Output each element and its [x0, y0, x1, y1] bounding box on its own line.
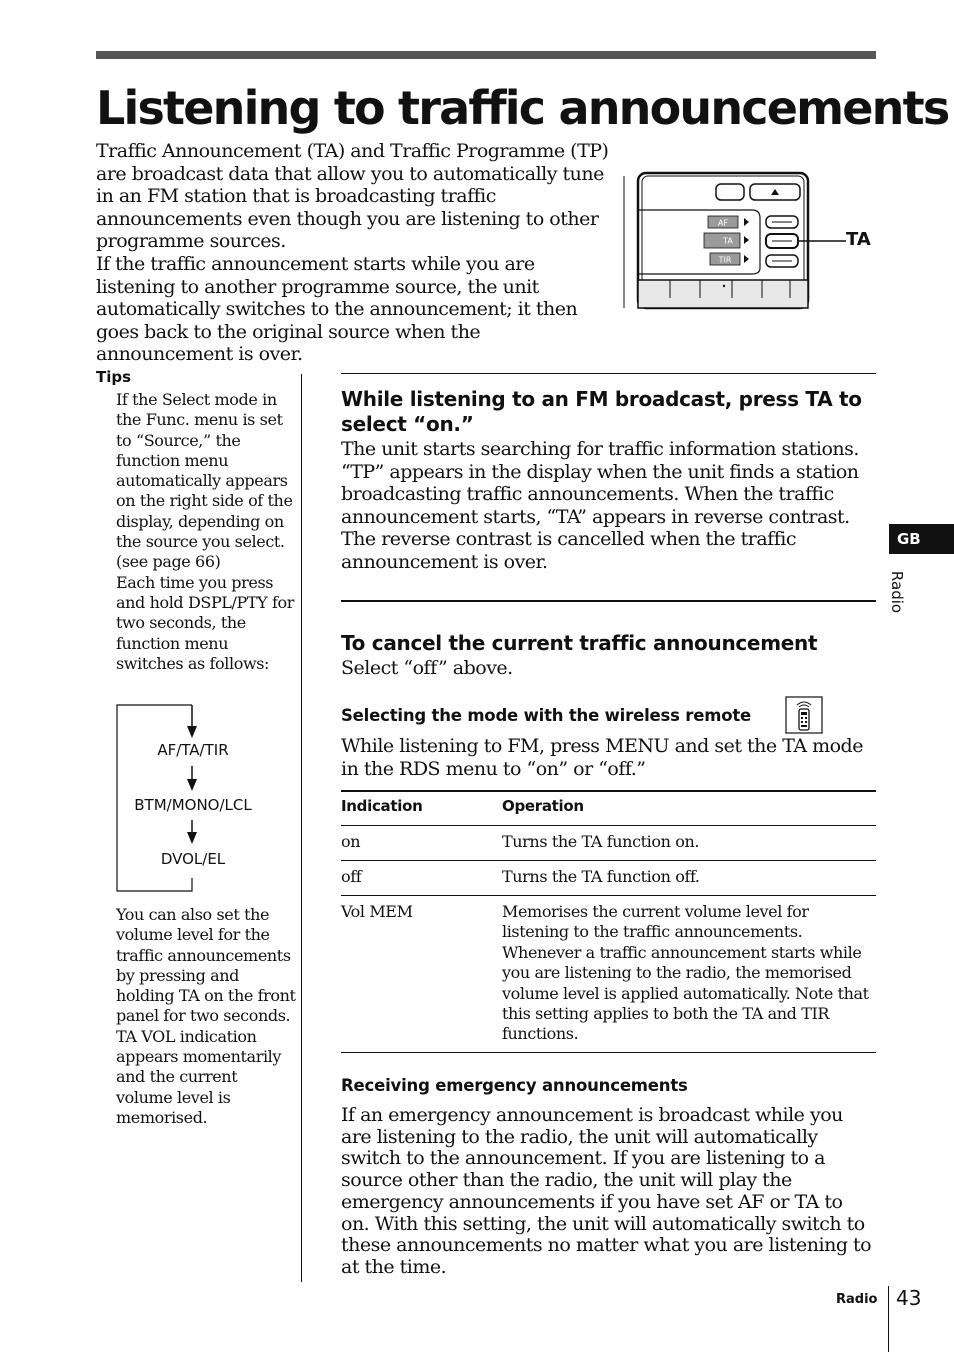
button-strip — [638, 280, 808, 308]
table-rule — [496, 860, 876, 861]
arrow-down-icon — [187, 832, 197, 844]
remote-body: While listening to FM, press MENU and set the TA mode in the RDS menu to “on” or “off.” — [341, 735, 863, 780]
display-label-af: AF — [717, 218, 729, 228]
button — [716, 184, 744, 200]
table-cell: Memorises the current volume level for listening to the traffic announcements. Whenever a traffic announcement starts while you are listening to the radio, the memorised volume level is applied automatically. Note that this setting applies to both the TA and TIR functions. — [502, 902, 869, 1044]
section-rule — [341, 373, 876, 374]
cancel-body: Select “off” above. — [341, 657, 513, 679]
table-cell: off — [341, 867, 362, 886]
flow-step: DVOL/EL — [160, 850, 226, 868]
footer-divider — [888, 1286, 889, 1352]
table-cell: on — [341, 832, 361, 851]
table-rule — [341, 790, 876, 792]
flow-step: BTM/MONO/LCL — [134, 796, 252, 814]
table-rule — [496, 895, 876, 896]
arrow-down-icon — [187, 726, 197, 738]
language-tab: GB — [889, 524, 954, 554]
table-cell: Vol MEM — [341, 902, 413, 921]
table-rule — [341, 860, 496, 861]
footer-section-name: Radio — [836, 1292, 878, 1307]
page-number: 43 — [896, 1286, 922, 1310]
emergency-body: If an emergency announcement is broadcast while you are listening to the radio, the unit will automatically switch to the announcement. If you are listening to a source other than the radio, the unit will play the emergency announcements if you have set AF or TA to on. With this setting, the unit will automatically switch to these announcements no matter what you are listening to at the time. — [341, 1104, 872, 1278]
tip-text: Each time you press and hold DSPL/PTY for two seconds, the function menu switches as follows: — [116, 572, 295, 673]
table-rule — [496, 825, 876, 826]
ta-callout-label: TA — [846, 229, 871, 250]
table-cell: Turns the TA function on. — [502, 832, 700, 851]
flow-step: AF/TA/TIR — [157, 741, 229, 759]
function-menu-flow-diagram — [116, 704, 296, 894]
cancel-heading: To cancel the current traffic announcement — [341, 631, 818, 655]
top-rule — [96, 51, 876, 59]
table-cell: Turns the TA function off. — [502, 867, 700, 886]
table-rule — [341, 895, 496, 896]
step-heading: While listening to an FM broadcast, press TA to select “on.” — [341, 387, 862, 436]
table-header: Indication — [341, 797, 423, 815]
wireless-remote-icon — [785, 696, 823, 734]
remote-heading: Selecting the mode with the wireless remote — [341, 706, 752, 725]
display-label-tir: TIR — [718, 255, 732, 265]
car-stereo-illustration — [620, 170, 850, 315]
table-rule — [341, 825, 496, 826]
table-header: Operation — [502, 797, 584, 815]
section-rule — [341, 600, 876, 602]
display-segment — [704, 233, 740, 248]
emergency-heading: Receiving emergency announcements — [341, 1076, 688, 1095]
table-rule — [341, 1052, 876, 1053]
tips-list — [116, 390, 296, 674]
step-body: The unit starts searching for traffic information stations. “TP” appears in the display when the unit finds a station broadcasting traffic announcements. When the traffic announcement starts, “TA” appears in reverse contrast. The reverse contrast is cancelled when the traffic announcement is over. — [341, 438, 859, 573]
column-divider — [301, 374, 302, 1282]
intro-paragraph: If the traffic announcement starts while you are listening to another programme source, the unit automatically switches to the announcement; it then goes back to the original source when the announcement is over. — [96, 252, 578, 366]
page-title: Listening to traffic announcements — [96, 81, 949, 135]
section-tab-label: Radio — [888, 570, 906, 614]
arrow-down-icon — [187, 779, 197, 791]
tip-text: You can also set the volume level for the traffic announcements by pressing and holding TA on the front panel for two seconds. TA VOL indication appears momentarily and the current volume level is memorised. — [116, 905, 296, 1127]
intro-text — [96, 140, 616, 366]
display-label-ta: TA — [723, 236, 733, 246]
tip-text: If the Select mode in the Func. menu is set to “Source,” the function menu automatically appears on the right side of the display, depending on the source you select. (see page 66) — [116, 390, 293, 572]
intro-paragraph: Traffic Announcement (TA) and Traffic Programme (TP) are broadcast data that allow you to automatically tune in an FM station that is broadcasting traffic announcements even though you are listening to other programme sources. — [96, 140, 609, 253]
tips-heading: Tips — [96, 368, 132, 386]
